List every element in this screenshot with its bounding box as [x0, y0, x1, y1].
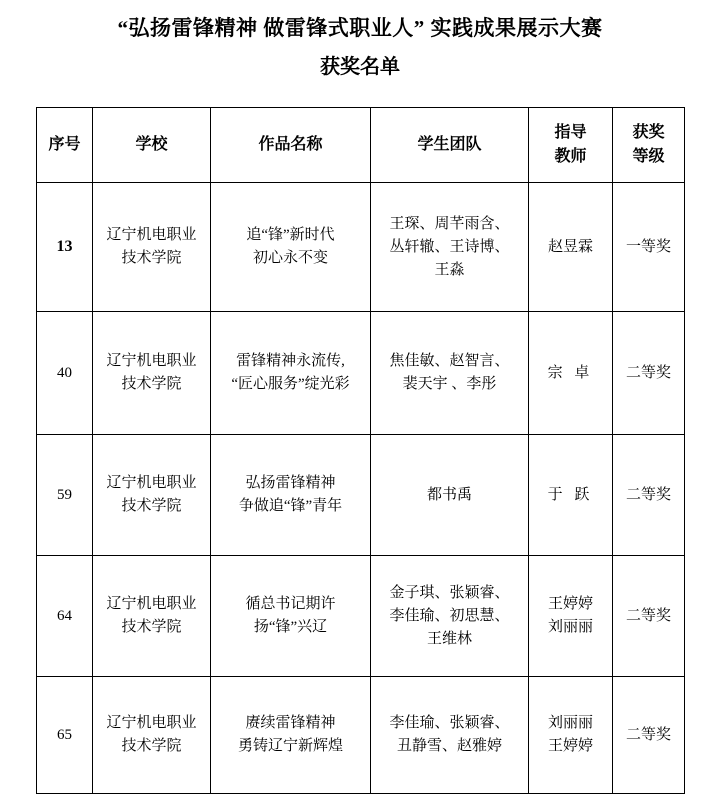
column-header-teacher-lines	[531, 121, 610, 171]
cell-team-line: 王琛、周芊雨含、	[389, 215, 510, 232]
column-header-level-lines	[615, 121, 682, 171]
cell-level: 一等奖	[613, 183, 685, 312]
cell-team	[371, 435, 529, 556]
cell-team-line: 金子琪、张颖睿、	[389, 584, 510, 601]
cell-work-line: 扬“锋”兴辽	[253, 619, 328, 636]
cell-team-line: 李佳瑜、张颖睿、	[389, 715, 510, 732]
cell-school	[93, 312, 211, 435]
cell-work	[211, 677, 371, 794]
cell-teacher-line: 刘丽丽	[547, 619, 593, 636]
cell-team	[371, 677, 529, 794]
cell-school-line: 辽宁机电职业	[106, 596, 197, 613]
cell-team	[371, 183, 529, 312]
cell-work-line: “匠心服务”绽光彩	[231, 376, 350, 393]
table-row	[37, 435, 685, 556]
page-title: “弘扬雷锋精神 做雷锋式职业人” 实践成果展示大赛	[117, 16, 603, 40]
cell-team	[371, 556, 529, 677]
cell-school-line: 技术学院	[121, 376, 182, 393]
cell-teacher	[529, 435, 613, 556]
cell-school-line: 辽宁机电职业	[106, 715, 197, 732]
cell-work	[211, 312, 371, 435]
cell-index: 40	[37, 312, 93, 435]
cell-teacher-line: 王婷婷	[547, 738, 593, 755]
column-header-level	[613, 108, 685, 183]
cell-index: 59	[37, 435, 93, 556]
column-header-level-line1: 获奖	[632, 123, 665, 141]
column-header-index: 序号	[37, 108, 93, 183]
cell-school-line: 技术学院	[121, 619, 182, 636]
cell-work-line: 雷锋精神永流传,	[236, 353, 345, 370]
cell-school	[93, 677, 211, 794]
cell-work-line: 循总书记期许	[245, 596, 336, 613]
cell-teacher-line: 刘丽丽	[547, 715, 593, 732]
cell-work-line: 弘扬雷锋精神	[245, 475, 336, 492]
column-header-school: 学校	[93, 108, 211, 183]
column-header-teacher-line1: 指导	[554, 123, 587, 141]
cell-work-line: 争做追“锋”青年	[238, 498, 343, 515]
cell-teacher-line: 于 跃	[547, 486, 594, 503]
cell-work	[211, 435, 371, 556]
cell-team-line: 焦佳敏、赵智言、	[389, 353, 510, 370]
cell-team-line: 都书禹	[426, 486, 472, 503]
cell-work	[211, 556, 371, 677]
cell-team-line: 丛轩辙、王诗博、	[389, 238, 510, 255]
cell-school-line: 技术学院	[121, 498, 182, 515]
column-header-work: 作品名称	[211, 108, 371, 183]
cell-work-line: 追“锋”新时代	[246, 227, 335, 244]
table-row	[37, 677, 685, 794]
cell-team-line: 裴天宇 、李彤	[402, 376, 497, 393]
cell-teacher-line: 王婷婷	[547, 596, 593, 613]
cell-teacher	[529, 312, 613, 435]
cell-work-line: 勇铸辽宁新辉煌	[237, 738, 343, 755]
table-header-row	[37, 108, 685, 183]
cell-level: 二等奖	[613, 312, 685, 435]
table-row	[37, 556, 685, 677]
award-table-container	[36, 107, 684, 794]
cell-teacher-line: 宗 卓	[547, 364, 594, 381]
award-table	[36, 107, 685, 794]
cell-school-line: 辽宁机电职业	[106, 475, 197, 492]
cell-school	[93, 183, 211, 312]
document-page	[0, 14, 720, 756]
cell-level: 二等奖	[613, 556, 685, 677]
column-header-level-line2: 等级	[632, 148, 665, 166]
cell-work	[211, 183, 371, 312]
table-row	[37, 312, 685, 435]
cell-school-line: 技术学院	[121, 250, 182, 267]
table-row	[37, 183, 685, 312]
cell-school	[93, 435, 211, 556]
page-subtitle: 获奖名单	[320, 56, 400, 79]
cell-teacher	[529, 183, 613, 312]
cell-teacher	[529, 677, 613, 794]
column-header-teacher-line2: 教师	[554, 148, 587, 166]
cell-team-line: 丑静雪、赵雅婷	[396, 738, 502, 755]
cell-team	[371, 312, 529, 435]
cell-work-line: 赓续雷锋精神	[245, 715, 336, 732]
cell-teacher-line: 赵昱霖	[547, 238, 593, 255]
cell-teacher	[529, 556, 613, 677]
cell-level: 二等奖	[613, 435, 685, 556]
cell-team-line: 王淼	[434, 262, 465, 279]
cell-index: 13	[37, 183, 93, 312]
cell-school-line: 辽宁机电职业	[106, 353, 197, 370]
cell-school	[93, 556, 211, 677]
cell-school-line: 技术学院	[121, 738, 182, 755]
cell-index: 65	[37, 677, 93, 794]
cell-work-line: 初心永不变	[252, 250, 328, 267]
cell-team-line: 李佳瑜、初思慧、	[389, 607, 510, 624]
cell-level: 二等奖	[613, 677, 685, 794]
cell-team-line: 王维林	[426, 631, 472, 648]
column-header-teacher	[529, 108, 613, 183]
cell-school-line: 辽宁机电职业	[106, 227, 197, 244]
column-header-team: 学生团队	[371, 108, 529, 183]
cell-index: 64	[37, 556, 93, 677]
